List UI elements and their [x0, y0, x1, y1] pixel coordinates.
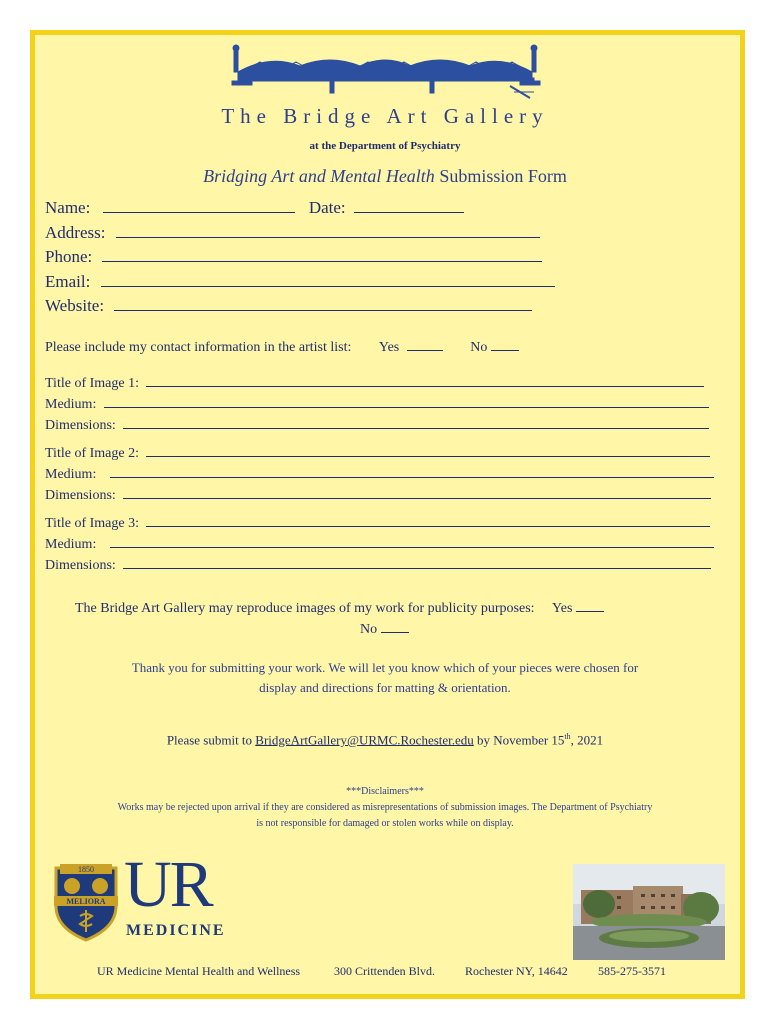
image3-medium-label: Medium:	[45, 537, 97, 552]
footer-city: Rochester NY, 14642	[465, 964, 568, 978]
artist-list-no-field[interactable]	[491, 336, 519, 351]
publicity-no-field[interactable]	[381, 618, 409, 633]
footer-address: 300 Crittenden Blvd.	[334, 964, 435, 978]
medicine-wordmark: MEDICINE	[126, 922, 226, 939]
image2-dimensions-row	[45, 484, 711, 504]
publicity-yes-field[interactable]	[576, 597, 604, 612]
image1-title-label: Title of Image 1:	[45, 376, 139, 391]
thanks-line-1: Thank you for submitting your work. We will let you know which of your pieces were chosen for	[131, 660, 639, 675]
image2-medium-label: Medium:	[45, 467, 97, 482]
form-title-italic: Bridging Art and Mental Health	[203, 166, 435, 186]
image3-title-row	[45, 512, 710, 532]
image2-dimensions-field[interactable]	[123, 484, 711, 499]
publicity-statement: The Bridge Art Gallery may reproduce images of my work for publicity purposes:	[75, 601, 535, 616]
artist-list-no-label: No	[470, 340, 488, 355]
date-field[interactable]	[354, 198, 464, 213]
image1-medium-field[interactable]	[104, 393, 709, 408]
website-field[interactable]	[114, 296, 532, 311]
submit-instructions	[0, 732, 770, 748]
image1-dimensions-field[interactable]	[123, 414, 709, 429]
seal-motto: MELIORA	[66, 897, 106, 906]
phone-field[interactable]	[102, 247, 542, 262]
artist-list-question: Please include my contact information in the artist list:	[45, 340, 352, 355]
address-field[interactable]	[116, 223, 540, 238]
image2-title-label: Title of Image 2:	[45, 446, 139, 461]
gallery-name: The Bridge Art Gallery	[221, 104, 549, 128]
phone-label: Phone:	[45, 247, 93, 266]
university-seal-icon	[50, 862, 122, 942]
image2-medium-field[interactable]	[110, 463, 714, 478]
submit-suffix: , 2021	[570, 732, 604, 748]
image3-medium-row	[45, 533, 714, 553]
image1-medium-row	[45, 393, 709, 413]
website-label: Website:	[45, 296, 105, 315]
name-row	[45, 198, 464, 218]
footer-phone: 585-275-3571	[598, 964, 666, 978]
date-label: Date:	[308, 198, 346, 217]
image2-medium-row	[45, 463, 714, 483]
email-row	[45, 272, 555, 292]
image1-title-row	[45, 372, 704, 392]
publicity-no-label: No	[360, 622, 378, 637]
name-field[interactable]	[103, 198, 295, 213]
seal-year: 1850	[78, 865, 94, 874]
image3-title-label: Title of Image 3:	[45, 516, 139, 531]
image2-dimensions-label: Dimensions:	[45, 488, 116, 503]
image1-dimensions-row	[45, 414, 709, 434]
website-row	[45, 296, 532, 316]
image2-title-field[interactable]	[146, 442, 710, 457]
thanks-message	[0, 658, 770, 698]
image2-title-row	[45, 442, 710, 462]
address-row	[45, 223, 540, 243]
artist-list-yes-field[interactable]	[407, 336, 443, 351]
submit-middle: by November 15	[473, 732, 565, 748]
publicity-row	[75, 597, 604, 617]
image3-dimensions-label: Dimensions:	[45, 558, 116, 573]
name-label: Name:	[45, 198, 91, 217]
form-title	[0, 166, 770, 187]
artist-list-row	[45, 336, 519, 356]
image3-dimensions-row	[45, 554, 711, 574]
disclaimer	[0, 784, 770, 832]
submit-email-link[interactable]: BridgeArtGallery@URMC.Rochester.edu	[255, 732, 474, 748]
image3-medium-field[interactable]	[110, 533, 714, 548]
disclaimer-line-1: Works may be rejected upon arrival if they are considered as misrepresentations of submission images. The Department of Psychiatry	[117, 802, 653, 813]
image3-dimensions-field[interactable]	[123, 554, 711, 569]
publicity-no-row	[360, 618, 409, 638]
ur-wordmark: UR	[124, 848, 212, 921]
disclaimer-line-2: is not responsible for damaged or stolen works while on display.	[256, 818, 514, 829]
submit-prefix: Please submit to	[166, 732, 256, 748]
building-photo	[573, 864, 725, 960]
image1-medium-label: Medium:	[45, 397, 97, 412]
email-label: Email:	[45, 272, 91, 291]
artist-list-yes-label: Yes	[378, 340, 400, 355]
image3-title-field[interactable]	[146, 512, 710, 527]
thanks-line-2: display and directions for matting & orientation.	[259, 680, 511, 695]
bridge-logo	[230, 40, 542, 102]
disclaimer-heading: ***Disclaimers***	[346, 786, 424, 797]
submit-sup: th	[564, 732, 571, 741]
publicity-yes-label: Yes	[552, 601, 573, 616]
phone-row	[45, 247, 542, 267]
image1-title-field[interactable]	[146, 372, 704, 387]
form-title-rest: Submission Form	[434, 166, 567, 186]
address-label: Address:	[45, 223, 106, 242]
email-field[interactable]	[101, 272, 555, 287]
department-subtitle: at the Department of Psychiatry	[309, 140, 461, 152]
footer-org: UR Medicine Mental Health and Wellness	[97, 964, 301, 978]
image1-dimensions-label: Dimensions:	[45, 418, 116, 433]
